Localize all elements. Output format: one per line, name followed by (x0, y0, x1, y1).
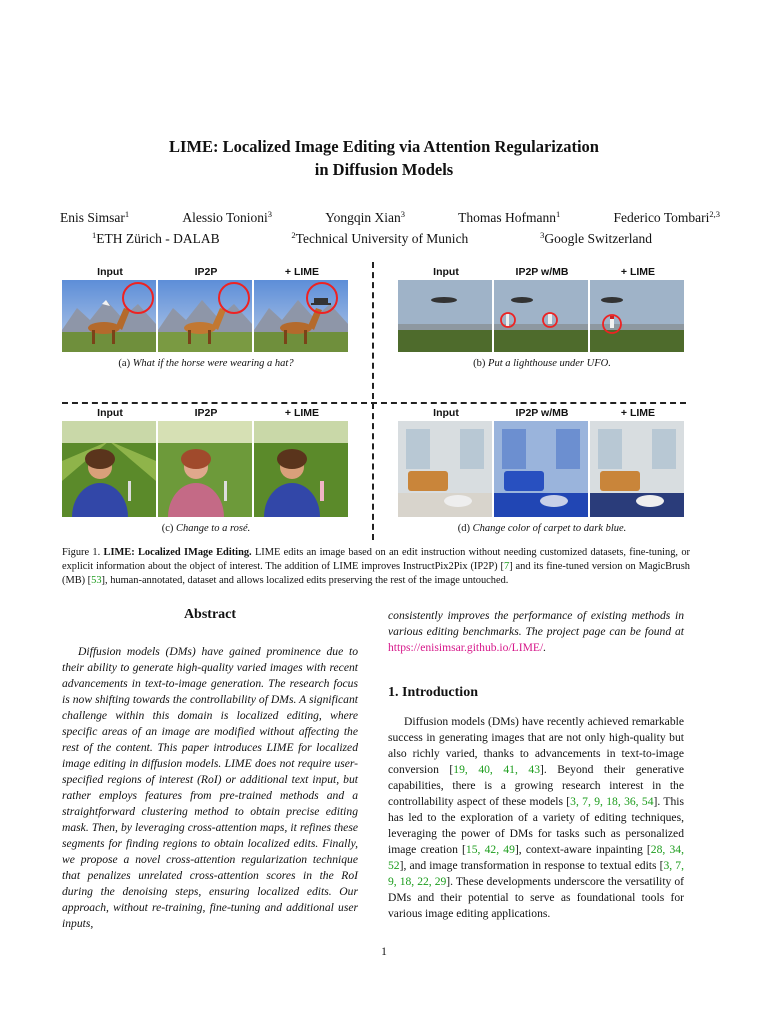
author-list (60, 208, 720, 228)
column-label: Input (433, 407, 459, 419)
paper-title (0, 135, 768, 181)
citation-link[interactable]: 28, 34, 52 (388, 843, 684, 872)
ufo-input-image (398, 280, 492, 352)
column-label: + LIME (284, 266, 320, 278)
horse-input-image (62, 280, 156, 352)
column-label: IP2P (194, 266, 218, 278)
citation-link[interactable]: 3, 7, 9, 18, 36, 54 (570, 795, 654, 808)
column-label: + LIME (620, 266, 656, 278)
figure-vertical-divider (372, 262, 374, 540)
citation-link[interactable]: 53 (91, 575, 102, 586)
column-label: + LIME (620, 407, 656, 419)
affiliation: $^2$Technical University of Munich (291, 230, 469, 246)
horse-lime-image (254, 280, 348, 352)
figure-panel-c (62, 405, 350, 535)
subfigure-caption: (c) Change to a rosé. (161, 523, 251, 534)
citation-link[interactable]: 3, 7, 9, 18, 22, 29 (388, 859, 684, 888)
figure-horizontal-divider (62, 402, 686, 404)
title-line-1: LIME: Localized Image Editing via Attention Regularization (169, 137, 599, 156)
affiliation: $^3$Google Switzerland (540, 230, 652, 246)
room-ip2p-image (494, 421, 588, 517)
horse-ip2p-image (158, 280, 252, 352)
vineyard-lime-image (254, 421, 348, 517)
column-label: Input (433, 266, 459, 278)
introduction-body: Diffusion models (DMs) have recently achieved remarkable success in generating images that are not only high-quality but also richly varied, thanks to advancements in text-to-image conversion [19, 40, 41, 43]. Beyond their generative capabilities, there is a growing research interest in the controllability aspect of these models [3, 7, 9, 18, 36, 54]. This has led to the exploration of a variety of editing techniques, leveraging the power of DMs for tasks such as personalized image creation [15, 42, 49], context-aware inpainting [28, 34, 52], and image transformation in response to textual edits [3, 7, 9, 18, 22, 29]. These developments underscore the versatility of DMs and their potential to serve as foundational tools for various image editing applications. (388, 715, 685, 920)
figure-panel-a (62, 264, 350, 370)
subfigure-caption: (b) Put a lighthouse under UFO. (473, 358, 611, 369)
author: Alessio Tonioni$^3$ (182, 209, 273, 225)
column-label: Input (97, 266, 123, 278)
column-label: + LIME (284, 407, 320, 419)
abstract-continued: consistently improves the performance of existing methods in various editing benchmarks. The project page can be found at https://enisimsar.github.io/LIME/. (388, 609, 684, 654)
room-lime-image (590, 421, 684, 517)
abstract-heading: Abstract (183, 607, 237, 622)
affiliation-list (92, 229, 652, 249)
vineyard-input-image (62, 421, 156, 517)
affiliation: $^1$ETH Zürich - DALAB (92, 230, 220, 246)
author: Yongqin Xian$^3$ (325, 209, 405, 225)
page-number: 1 (381, 946, 387, 958)
subfigure-caption: (d) Change color of carpet to dark blue. (457, 523, 627, 534)
introduction-heading: 1. Introduction (388, 685, 478, 700)
title-line-2: in Diffusion Models (314, 160, 454, 179)
author: Thomas Hofmann$^1$ (458, 209, 561, 225)
citation-link[interactable]: 19, 40, 41, 43 (453, 763, 540, 776)
ufo-ip2p-image (494, 280, 588, 352)
abstract-section (62, 606, 358, 932)
room-input-image (398, 421, 492, 517)
vineyard-ip2p-image (158, 421, 252, 517)
citation-link[interactable]: 15, 42, 49 (465, 843, 515, 856)
column-label: IP2P w/MB (515, 266, 569, 278)
column-label: Input (97, 407, 123, 419)
citation-link[interactable]: 7 (503, 561, 510, 572)
abstract-body: Diffusion models (DMs) have gained prominence due to their ability to generate high-quality varied images with recent advancements in text-to-image generation. The research focus is now shifting towards the controllability of DMs. A significant challenge within this domain is localized editing, where specific areas of an image are modified without affecting the rest of the content. This paper introduces LIME for localized image editing in diffusion models. LIME does not require user-specified regions of interest (RoI) or additional text input, but rather employs features from pre-trained methods and a straightforward clustering method to obtain precise editing mask. Then, by leveraging cross-attention maps, it refines these segments for finding regions to obtain localized edits. Finally, we propose a novel cross-attention regularization technique that penalizes unrelated cross-attention scores in the RoI during the denoising steps, ensuring localized edits. Our approach, without re-training, fine-tuning and additional user inputs, (62, 645, 358, 930)
subfigure-caption: (a) What if the horse were wearing a hat? (118, 358, 294, 369)
column-label: IP2P w/MB (515, 407, 569, 419)
author: Federico Tombari$^{2,3}$ (613, 209, 720, 225)
ufo-lime-image (590, 280, 684, 352)
author: Enis Simsar$^1$ (60, 209, 130, 225)
figure-caption: Figure 1. LIME: Localized IMage Editing. LIME edits an image based on an edit instruction without needing customized datasets, fine-tuning, or explicit information about the object of interest. The addition of LIME improves InstructPix2Pix (IP2P) [7] and its fine-tuned version on MagicBrush (MB) [53], human-annotated, dataset and allows localized edits preserving the rest of the image untouched. (62, 547, 690, 586)
right-column (388, 608, 684, 922)
project-page-link[interactable]: https://enisimsar.github.io/LIME/ (388, 641, 544, 654)
column-label: IP2P (194, 407, 218, 419)
figure-panel-d (398, 405, 686, 535)
figure-panel-b (398, 264, 686, 370)
